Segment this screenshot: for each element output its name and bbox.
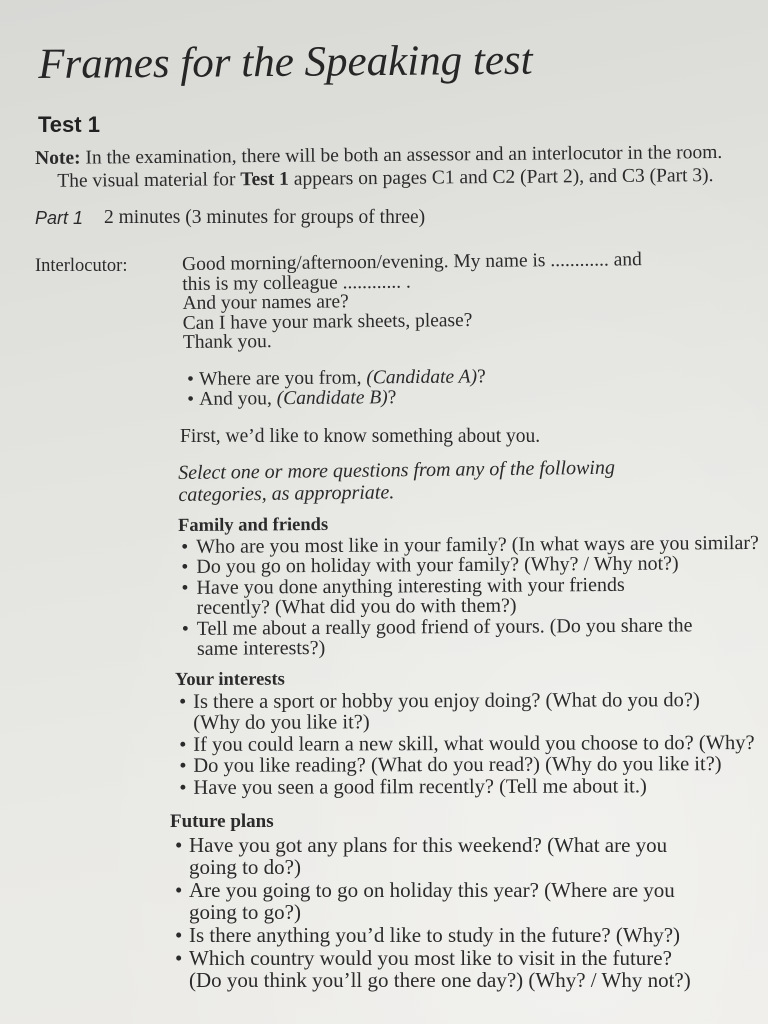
question-text: ? <box>387 386 397 408</box>
question-line: same interests?) <box>196 636 326 660</box>
question-line: • Have you got any plans for this weekend? (What are you <box>189 832 668 857</box>
category-heading: Family and friends <box>178 514 329 536</box>
question-line: • Which country would you most like to visit in the future? <box>189 945 672 970</box>
question-line: going to go?) <box>189 900 301 925</box>
note-paragraph <box>35 141 723 193</box>
interlocutor-role-label: Interlocutor: <box>35 256 128 276</box>
part-duration: 2 minutes (3 minutes for groups of three) <box>104 207 426 228</box>
candidate-question <box>182 387 486 409</box>
category-future-plans <box>170 811 691 992</box>
question-line: • If you could learn a new skill, what would you choose to do? (Why? <box>193 731 755 756</box>
question-item <box>178 573 759 618</box>
candidate-question-list <box>182 367 486 409</box>
question-line: (Why do you like it?) <box>193 711 370 735</box>
question-item <box>170 879 691 924</box>
question-item <box>175 776 754 800</box>
intro-line: First, we’d like to know something about you. <box>180 426 541 447</box>
examiner-instruction <box>178 458 615 506</box>
script-line: this is my colleague ............ . <box>182 270 411 294</box>
category-family-and-friends <box>178 512 760 660</box>
instruction-line: categories, as appropriate. <box>178 480 395 506</box>
question-line: • Tell me about a really good friend of yours. (Do you share the <box>196 613 693 640</box>
script-line: Good morning/afternoon/evening. My name is ............ and <box>181 248 642 275</box>
category-heading: Your interests <box>175 669 285 690</box>
page-title: Frames for the Speaking test <box>38 36 533 88</box>
script-line: Thank you. <box>182 330 272 353</box>
question-line: • Is there anything you’d like to study in the future? (Why?) <box>189 922 681 947</box>
question-item <box>170 924 691 947</box>
question-item <box>179 614 760 659</box>
category-heading: Future plans <box>170 811 274 832</box>
question-item <box>175 754 754 778</box>
question-line: • Have you done anything interesting with your friends <box>196 573 625 599</box>
note-text-after: appears on pages C1 and C2 (Part 2), and C3 (Part 3). <box>288 165 714 190</box>
question-item <box>170 834 691 879</box>
note-text-before: The visual material for <box>57 169 241 192</box>
category-your-interests <box>175 668 755 800</box>
question-line: • Do you go on holiday with your family? (Why? / Why not?) <box>196 552 679 578</box>
note-line-2 <box>35 164 722 193</box>
script-line: And your names are? <box>182 290 349 314</box>
note-label: Note: <box>35 147 81 169</box>
script-line: Can I have your mark sheets, please? <box>182 308 473 333</box>
candidate-placeholder: (Candidate A) <box>366 366 478 389</box>
question-line: • Do you like reading? (What do you read?) (Why do you like it?) <box>193 753 722 778</box>
candidate-placeholder: (Candidate B) <box>276 386 388 409</box>
question-item <box>175 690 754 735</box>
question-item <box>170 947 691 992</box>
part-line <box>35 207 455 229</box>
note-test-reference: Test 1 <box>240 168 289 191</box>
question-text: ? <box>476 366 486 388</box>
question-line: recently? (What did you do with them?) <box>196 594 517 619</box>
part-label: Part 1 <box>35 208 84 228</box>
interlocutor-script <box>182 250 643 352</box>
question-text: Where are you from, <box>198 367 367 390</box>
question-text: And you, <box>199 387 277 410</box>
note-text: In the examination, there will be both an assessor and an interlocutor in the room. <box>80 142 723 169</box>
question-line: • Have you seen a good film recently? (Tell me about it.) <box>193 775 647 799</box>
question-line: • Who are you most like in your family? (In what ways are you similar? <box>196 531 759 558</box>
test-heading: Test 1 <box>38 112 100 137</box>
instruction-line: Select one or more questions from any of the following <box>177 456 616 484</box>
question-line: (Do you think you’ll go there one day?) (Why? / Why not?) <box>189 968 691 993</box>
question-line: • Are you going to go on holiday this year? (Where are you <box>189 877 675 902</box>
question-line: going to do?) <box>189 855 301 880</box>
question-line: • Is there a sport or hobby you enjoy doing? (What do you do?) <box>193 688 700 713</box>
